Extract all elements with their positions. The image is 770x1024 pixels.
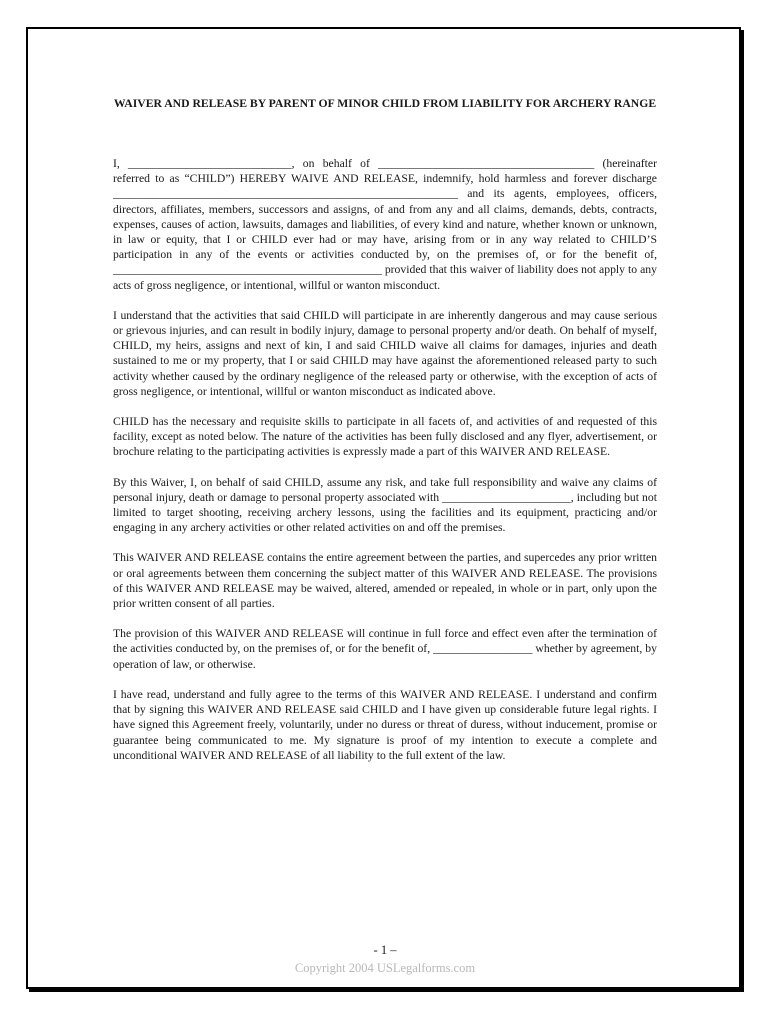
paragraph-assume-risk: By this Waiver, I, on behalf of said CHILD, assume any risk, and take full responsibility and waive any claims of personal injury, death or damage to personal property associated with ______________________, including but not limited to target shooting, receiving archery lessons, using the facilities and its equipment, practicing and/or engaging in any archery activities or other related activities on and off the premises. bbox=[113, 475, 657, 535]
copyright-footer: Copyright 2004 USLegalforms.com bbox=[294, 961, 476, 975]
document-body bbox=[113, 156, 657, 778]
document-title: WAIVER AND RELEASE BY PARENT OF MINOR CHILD FROM LIABILITY FOR ARCHERY RANGE bbox=[113, 97, 657, 110]
paragraph-survival: The provision of this WAIVER AND RELEASE will continue in full force and effect even after the termination of the activities conducted by, on the premises of, or for the benefit of, _________________ whether by agreement, by operation of law, or otherwise. bbox=[113, 627, 657, 671]
paragraph-release-parties: I, ____________________________, on behalf of _____________________________________ (hereinafter referred to as “CHILD”) HEREBY WAIVE AND RELEASE, indemnify, hold harmless and forever discharge ___________________________________________________________ and its agents, employees, officers, directors, affiliates, members, successors and assigns, of and from any and all claims, demands, debts, contracts, expenses, causes of action, lawsuits, damages and liabilities, of every kind and nature, whether known or unknown, in law or equity, that I or CHILD ever had or may have, arising from or in any way related to CHILD’S participation in any of the events or activities conducted by, on the premises of, or for the benefit of, ______________________________________________ provided that this waiver of liability does not apply to any acts of gross negligence, or intentional, willful or wanton misconduct. bbox=[113, 157, 657, 292]
paragraph-child-skills: CHILD has the necessary and requisite skills to participate in all facets of, and activities of and requested of this facility, except as noted below. The nature of the activities has been fully disclosed and any flyer, advertisement, or brochure relating to the participating activities is expressly made a part of this WAIVER AND RELEASE. bbox=[113, 415, 657, 459]
page-number: - 1 – bbox=[373, 943, 397, 957]
paragraph-entire-agreement: This WAIVER AND RELEASE contains the entire agreement between the parties, and supercedes any prior written or oral agreements between them concerning the subject matter of this WAIVER AND RELEASE. The provisions of this WAIVER AND RELEASE may be waived, altered, amended or repealed, in whole or in part, only upon the prior written consent of all parties. bbox=[113, 551, 657, 611]
paragraph-inherent-danger: I understand that the activities that said CHILD will participate in are inherently dangerous and may cause serious or grievous injuries, and can result in bodily injury, damage to personal property and/or death. On behalf of myself, CHILD, my heirs, assigns and next of kin, I and said CHILD waive all claims for damages, injuries and death sustained to me or my property, that I or said CHILD may have against the aforementioned released party to such activity whether caused by the ordinary negligence of the released party or otherwise, with the exception of acts of gross negligence, or intentional, willful or wanton misconduct as indicated above. bbox=[113, 308, 657, 398]
paragraph-acknowledgement: I have read, understand and fully agree to the terms of this WAIVER AND RELEASE. I understand and confirm that by signing this WAIVER AND RELEASE said CHILD and I have given up considerable future legal rights. I have signed this Agreement freely, voluntarily, under no duress or threat of duress, without inducement, promise or guarantee being communicated to me. My signature is proof of my intention to execute a complete and unconditional WAIVER AND RELEASE of all liability to the full extent of the law. bbox=[113, 687, 657, 762]
